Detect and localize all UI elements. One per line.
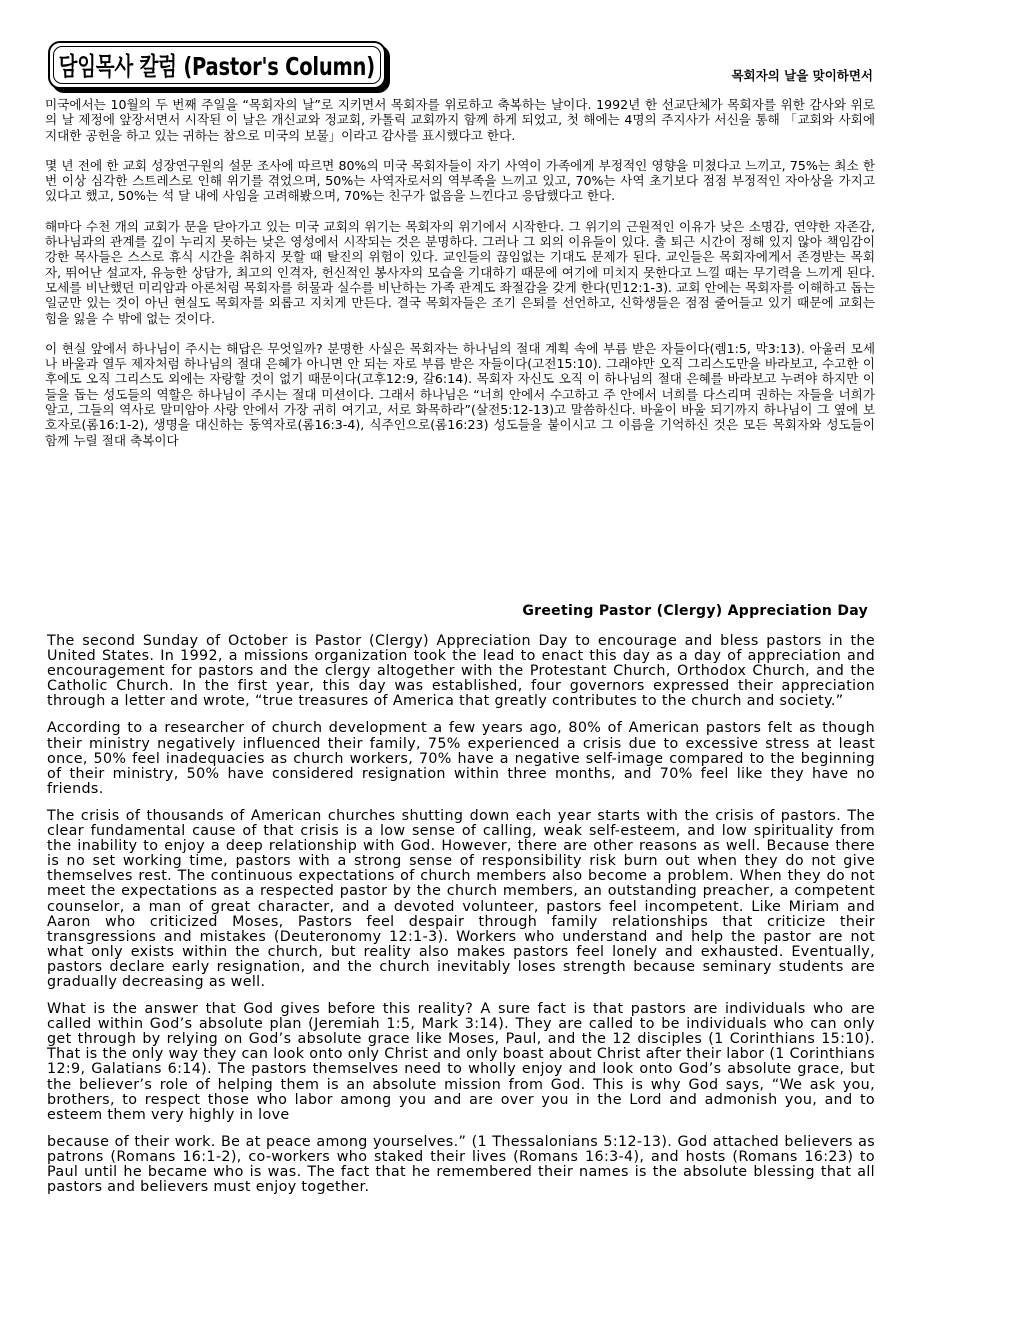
korean-paragraph-3: 해마다 수천 개의 교회가 문을 닫아가고 있는 미국 교회의 위기는 목회자의 위기에서 시작한다. 그 위기의 근원적인 이유가 낮은 소명감, 연약한 자존감, 하나님과의 관계를 깊이 누리지 못하는 낮은 영성에서 시작되는 것은 분명하다. 그러나 그 외의 이유들이 있다. 출 퇴근 시간이 정해 있지 않아 책임감이 강한 목사들은 스스로 휴식 시간을 취하지 못할 때 탈진의 위험이 있다. 교인들의 끊임없는 기대도 문제가 된다. 교인들은 목회자에게서 존경받는 목회자, 뛰어난 설교자, 유능한 상담가, 최고의 인격자, 헌신적인 봉사자의 모습을 기대하기 때문에 여기에 미치지 못한다고 느낄 때는 무기력을 느끼게 된다. 모세를 비난했던 미리암과 아론처럼 목회자를 허물과 실수를 비난하는 가족 관계도 좌절감을 갖게 한다(민12:1-3). 교회 안에는 목회자를 이해하고 돕는 일군만 있는 것이 아닌 현실도 목회자를 외롭고 지치게 만든다. 결국 목회자들은 조기 은퇴를 선언하고, 신학생들은 점점 줄어들고 있기 때문에 교회는 힘을 잃을 수 밖에 없는 것이다. (45, 218, 875, 326)
english-paragraph-1: The second Sunday of October is Pastor (Clergy) Appreciation Day to encourage and bless pastors in the United States. In 1992, a missions organization took the lead to enact this day as a day of appreciation and encouragement for pastors and the clergy altogether with the Protestant Church, Orthodox Church, and the Catholic Church. In the first year, this day was established, four governors expressed their appreciation through a letter and wrote, “true treasures of America that greatly contributes to the church and society.” (47, 633, 875, 710)
english-paragraph-4: What is the answer that God gives before this reality? A sure fact is that pastors are individuals who are called within God’s absolute plan (Jeremiah 1:5, Mark 3:14). They are called to be individuals who can only get through by relying on God’s absolute grace like Moses, Paul, and the 12 disciples (1 Corinthians 15:10). That is the only way they can look onto only Christ and only boast about Christ after their labor (1 Corinthians 12:9, Galatians 6:14). The pastors themselves need to wholly enjoy and look onto God’s absolute grace, but the believer’s role of helping them is an absolute mission from God. This is why God says, “We ask you, brothers, to respect those who labor among you and are over you in the Lord and admonish you, and to esteem them very highly in love (47, 1001, 875, 1123)
english-paragraph-3: The crisis of thousands of American churches shutting down each year starts with the crisis of pastors. The clear fundamental cause of that crisis is a low sense of calling, weak self-esteem, and low spirituality from the inability to enjoy a deep relationship with God. However, there are other reasons as well. Because there is no set working time, pastors with a strong sense of responsibility risk burn out when they do not give themselves rest. The continuous expectations of church members also become a problem. When they do not meet the expectations as a respected pastor by the church members, an outstanding preacher, a competent counselor, a man of great character, and a devoted volunteer, pastors feel incompetent. Like Miriam and Aaron who criticized Moses, Pastors feel despair through family relationships that criticize their transgressions and mistakes (Deuteronomy 12:1-3). Workers who understand and help the pastor are not what only exists within the church, but reality also makes pastors feel lonely and exhausted. Eventually, pastors declare early resignation, and the church inevitably loses strength because seminary students are gradually decreasing as well. (47, 807, 875, 990)
column-subtitle: 목회자의 날을 맞이하면서 (731, 68, 873, 83)
korean-paragraph-4: 이 현실 앞에서 하나님이 주시는 해답은 무엇일까? 분명한 사실은 목회자는 하나님의 절대 계획 속에 부름 받은 자들이다(렘1:5, 막3:13). 아울러 모세나 바울과 열두 제자처럼 하나님의 절대 은혜가 아니면 안 되는 자로 부름 받은 자들이다(고전15:10). 그래야만 오직 그리스도만을 바라보고, 수고한 이후에도 오직 그리스도 외에는 자랑할 것이 없기 때문이다(고후12:9, 갈6:14). 목회자 자신도 오직 이 하나님의 절대 은혜를 바라보고 누려야 하지만 이들을 돕는 성도들의 역할은 하나님이 주시는 절대 미션이다. 그래서 하나님은 “너희 안에서 수고하고 주 안에서 너희를 다스리며 권하는 자들을 너희가 알고, 그들의 역사로 말미암아 사랑 안에서 가장 귀히 여기고, 서로 화목하라”(살전5:12-13)고 말씀하신다. 바울이 바울 되기까지 하나님이 그 옆에 보호자로(롬16:1-2), 생명을 대신하는 동역자로(롬16:3-4), 식주인으로(롬16:23) 성도들을 붙이시고 그 이름을 기억하신 것은 모든 목회자와 성도들이 함께 누릴 절대 축복이다 (45, 340, 875, 448)
column-title-box (48, 41, 386, 89)
korean-paragraph-2: 몇 년 전에 한 교회 성장연구원의 설문 조사에 따르면 80%의 미국 목회자들이 자기 사역이 가족에게 부정적인 영향을 미쳤다고 느끼고, 75%는 최소 한 번 이상 심각한 스트레스로 인해 위기를 겪었으며, 50%는 사역자로서의 역부족을 느끼고 있고, 70%는 사역 초기보다 점점 부정적인 자아상을 가지고 있다고 했고, 50%는 석 달 내에 사임을 고려해봤으며, 70%는 친구가 없음을 느낀다고 응답했다고 한다. (45, 157, 875, 204)
column-title-frame (53, 46, 381, 84)
column-title: 담임목사 칼럼 (Pastor's Column) (58, 52, 376, 81)
korean-body (45, 97, 875, 448)
english-paragraph-5: because of their work. Be at peace among yourselves.” (1 Thessalonians 5:12-13). God attached believers as patrons (Romans 16:1-2), co-workers who staked their lives (Romans 16:3-4), and hosts (Romans 16:23) to Paul until he became who is was. The fact that he remembered their names is the absolute blessing that all pastors and believers must enjoy together. (47, 1133, 875, 1196)
english-paragraph-2: According to a researcher of church development a few years ago, 80% of American pastors felt as though their ministry negatively influenced their family, 75% experienced a crisis due to excessive stress at least once, 50% feel inadequacies as church workers, 70% have a negative self-image compared to the beginning of their ministry, 50% have considered resignation within three months, and 70% feel like they have no friends. (47, 720, 875, 797)
english-heading: Greeting Pastor (Clergy) Appreciation Day (522, 603, 868, 619)
korean-paragraph-1: 미국에서는 10월의 두 번째 주일을 “목회자의 날”로 지키면서 목회자를 위로하고 축복하는 날이다. 1992년 한 선교단체가 목회자를 위한 감사와 위로의 날 제정에 앞장서면서 시작된 이 날은 개신교와 정교회, 카톨릭 교회까지 함께 하게 되었고, 첫 해에는 4명의 주지사가 서신을 통해 「교회와 사회에 지대한 공헌을 하고 있는 귀하는 참으로 미국의 보물」이라고 감사를 표시했다고 한다. (45, 97, 875, 143)
english-body (47, 634, 875, 1195)
